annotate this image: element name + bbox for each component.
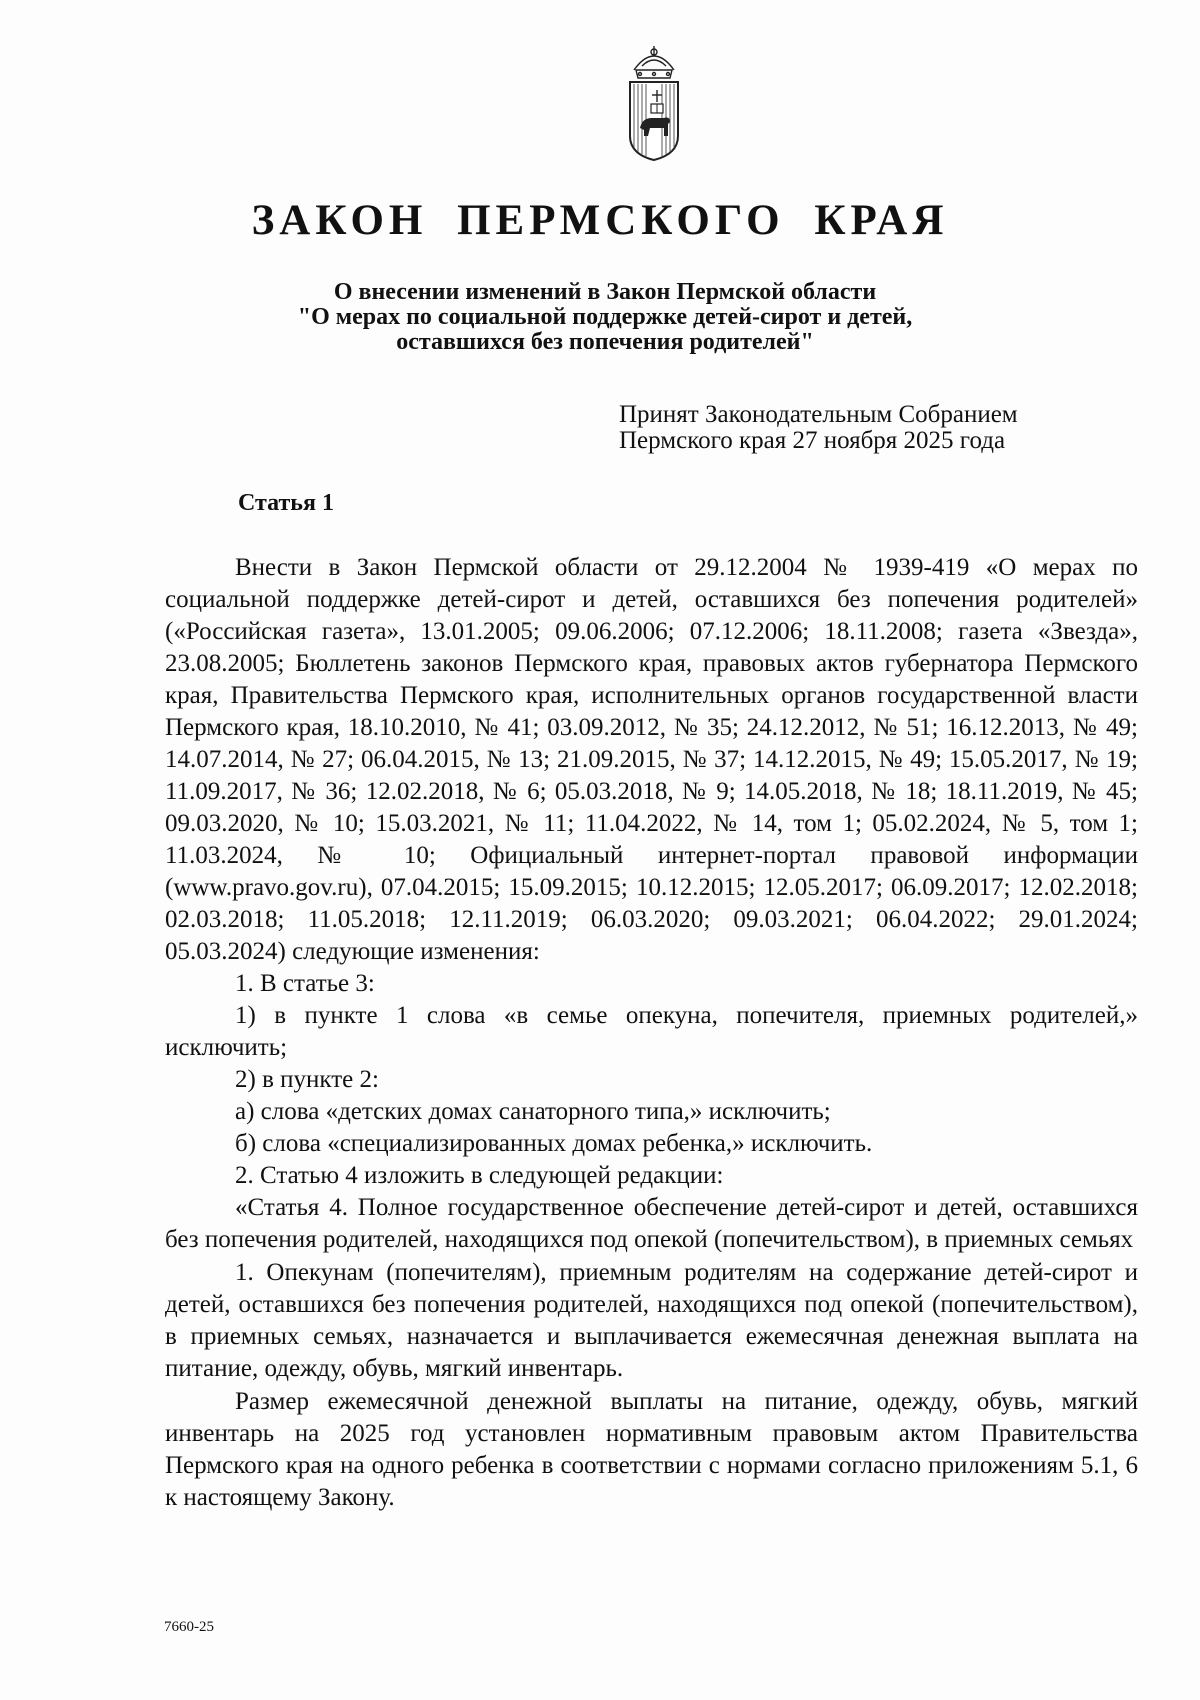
article-item: а) слова «детских домах санаторного типа,» исключить;: [235, 1098, 831, 1125]
adoption-line: Пермского края 27 ноября 2025 года: [619, 427, 1006, 454]
subtitle-line: О внесении изменений в Закон Пермской области: [333, 279, 877, 305]
article-item: 2. Статью 4 изложить в следующей редакции:: [235, 1162, 724, 1189]
article-item: б) слова «специализированных домах ребенка,» исключить.: [235, 1130, 873, 1157]
article-body: [165, 552, 1138, 1514]
document-code: 7660-25: [164, 1619, 214, 1635]
article-item: 1. В статье 3:: [235, 970, 375, 997]
adoption-line: Принят Законодательным Собранием: [619, 401, 1018, 428]
article-item: «Статья 4. Полное государственное обеспечение детей-сирот и детей, оставшихся без попечения родителей, находящихся под опекой (попечительством), в приемных семьях: [165, 1194, 1138, 1253]
article-item: 2) в пункте 2:: [235, 1066, 379, 1093]
article-intro-paragraph: Внести в Закон Пермской области от 29.12.2004 № 1939-419 «О мерах по социальной поддержке детей-сирот и детей, оставшихся без попечения родителей» («Российская газета», 13.01.2005; 09.06.2006; 07.12.2006; 18.11.2008; газета «Звезда», 23.08.2005; Бюллетень законов Пермского края, правовых актов губернатора Пермского края, Правительства Пермского края, исполнительных органов государственной власти Пермского края, 18.10.2010, № 41; 03.09.2012, № 35; 24.12.2012, № 51; 16.12.2013, № 49; 14.07.2014, № 27; 06.04.2015, № 13; 21.09.2015, № 37; 14.12.2015, № 49; 15.05.2017, № 19; 11.09.2017, № 36; 12.02.2018, № 6; 05.03.2018, № 9; 14.05.2018, № 18; 18.11.2019, № 45; 09.03.2020, № 10; 15.03.2021, № 11; 11.04.2022, № 14, том 1; 05.02.2024, № 5, том 1; 11.03.2024, № 10; Официальный интернет-портал правовой информации (www.pravo.gov.ru), 07.04.2015; 15.09.2015; 10.12.2015; 12.05.2017; 06.09.2017; 12.02.2018; 02.03.2018; 11.05.2018; 12.11.2019; 06.03.2020; 09.03.2021; 06.04.2022; 29.01.2024; 05.03.2024) следующие изменения:: [165, 554, 1138, 965]
article-item: 1) в пункте 1 слова «в семье опекуна, попечителя, приемных родителей,» исключить;: [165, 1002, 1138, 1061]
subtitle-line: оставшихся без попечения родителей": [396, 329, 814, 355]
subtitle-line: "О мерах по социальной поддержке детей-сирот и детей,: [297, 304, 913, 330]
article-heading: Статья 1: [238, 490, 334, 516]
adoption-info: [619, 402, 1018, 454]
article-item: Размер ежемесячной денежной выплаты на питание, одежду, обувь, мягкий инвентарь на 2025 год установлен нормативным правовым актом Правительства Пермского края на одного ребенка в соответствии с нормами согласно приложениям 5.1, 6 к настоящему Закону.: [165, 1388, 1138, 1511]
article-item: 1. Опекунам (попечителям), приемным родителям на содержание детей-сирот и детей, оставшихся без попечения родителей, находящихся под опекой (попечительством), в приемных семьях, назначается и выплачивается ежемесячная денежная выплата на питание, одежду, обувь, мягкий инвентарь.: [165, 1259, 1138, 1382]
law-subtitle: [200, 280, 1010, 355]
perm-krai-coat-of-arms-icon: [624, 44, 684, 164]
law-title: ЗАКОН ПЕРМСКОГО КРАЯ: [251, 197, 949, 244]
